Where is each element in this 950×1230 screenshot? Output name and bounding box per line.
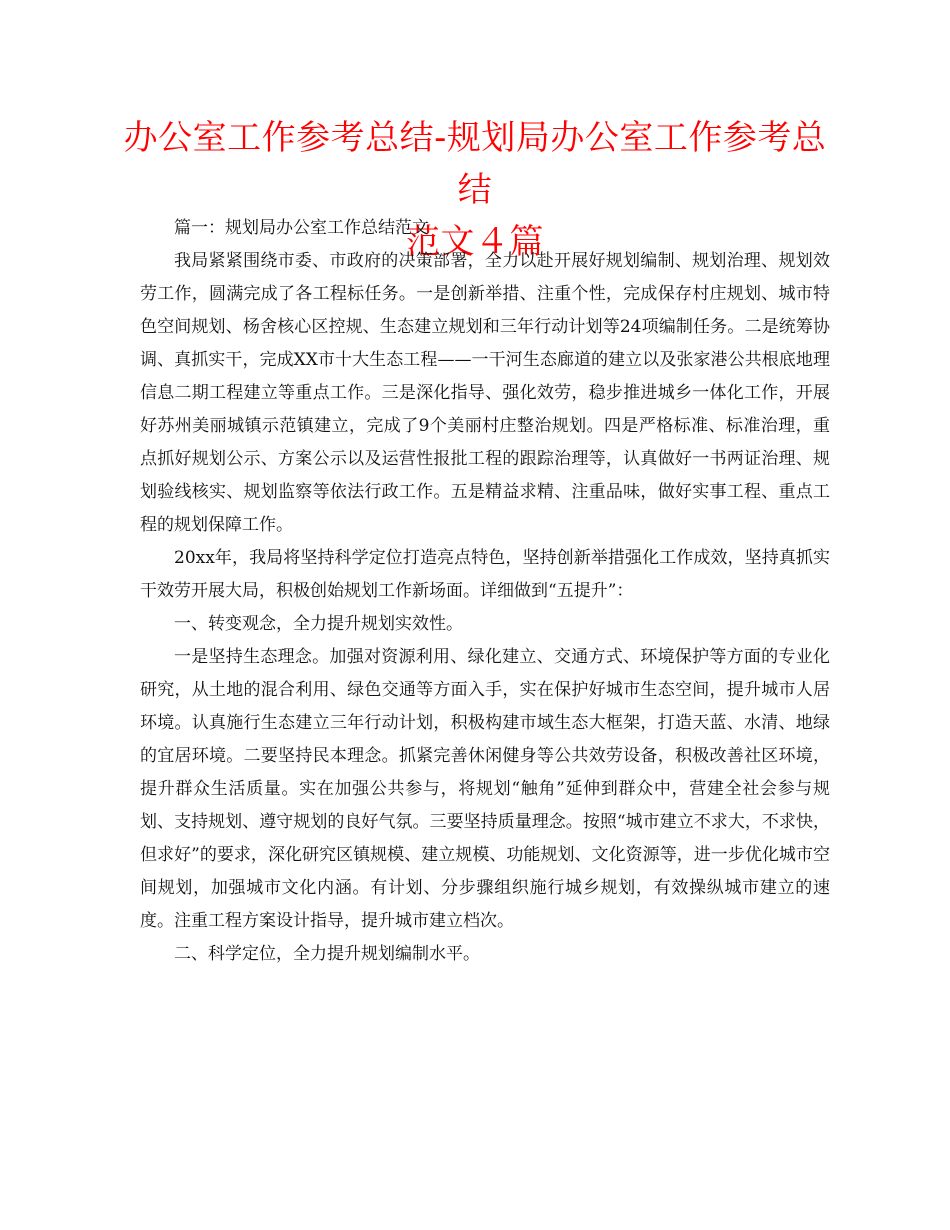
- paragraph-plan-intro: 20xx年，我局将坚持科学定位打造亮点特色，坚持创新举措强化工作成效，坚持真抓实干效劳开展大局，积极创始规划工作新场面。详细做到“五提升”：: [140, 548, 830, 601]
- title-line-2: 范文４篇: [406, 222, 544, 262]
- heading-item-one: 一、转变观念，全力提升规划实效性。: [174, 614, 463, 634]
- paragraph-summary: 我局紧紧围绕市委、市政府的决策部署，全力以赴开展好规划编制、规划治理、规划效劳工作，圆满完成了各工程标任务。一是创新举措、注重个性，完成保存村庄规划、城市特色空间规划、杨舍核心区控规、生态建立规划和三年行动计划等24项编制任务。二是统筹协调、真抓实干，完成XX市十大生态工程——一干河生态廊道的建立以及张家港公共根底地理信息二期工程建立等重点工作。三是深化指导、强化效劳，稳步推进城乡一体化工作，开展好苏州美丽城镇示范镇建立，完成了9个美丽村庄整治规划。四是严格标准、标准治理，重点抓好规划公示、方案公示以及运营性报批工程的跟踪治理等，认真做好一书两证治理、规划验线核实、规划监察等依法行政工作。五是精益求精、注重品味，做好实事工程、重点工程的规划保障工作。: [140, 251, 830, 535]
- section-heading-part-one: 篇一：规划局办公室工作总结范文: [174, 218, 429, 238]
- document-body: [140, 212, 830, 971]
- heading-item-two: 二、科学定位，全力提升规划编制水平。: [174, 944, 480, 964]
- title-line-1: 办公室工作参考总结-规划局办公室工作参考总结: [123, 118, 827, 210]
- paragraph-item-one-detail: 一是坚持生态理念。加强对资源利用、绿化建立、交通方式、环境保护等方面的专业化研究，从土地的混合利用、绿色交通等方面入手，实在保护好城市生态空间，提升城市人居环境。认真施行生态建立三年行动计划，积极构建市域生态大框架，打造天蓝、水清、地绿的宜居环境。二要坚持民本理念。抓紧完善休闲健身等公共效劳设备，积极改善社区环境，提升群众生活质量。实在加强公共参与，将规划“触角”延伸到群众中，营建全社会参与规划、支持规划、遵守规划的良好气氛。三要坚持质量理念。按照“城市建立不求大，不求快，但求好”的要求，深化研究区镇规模、建立规模、功能规划、文化资源等，进一步优化城市空间规划，加强城市文化内涵。有计划、分步骤组织施行城乡规划，有效操纵城市建立的速度。注重工程方案设计指导，提升城市建立档次。: [140, 647, 830, 931]
